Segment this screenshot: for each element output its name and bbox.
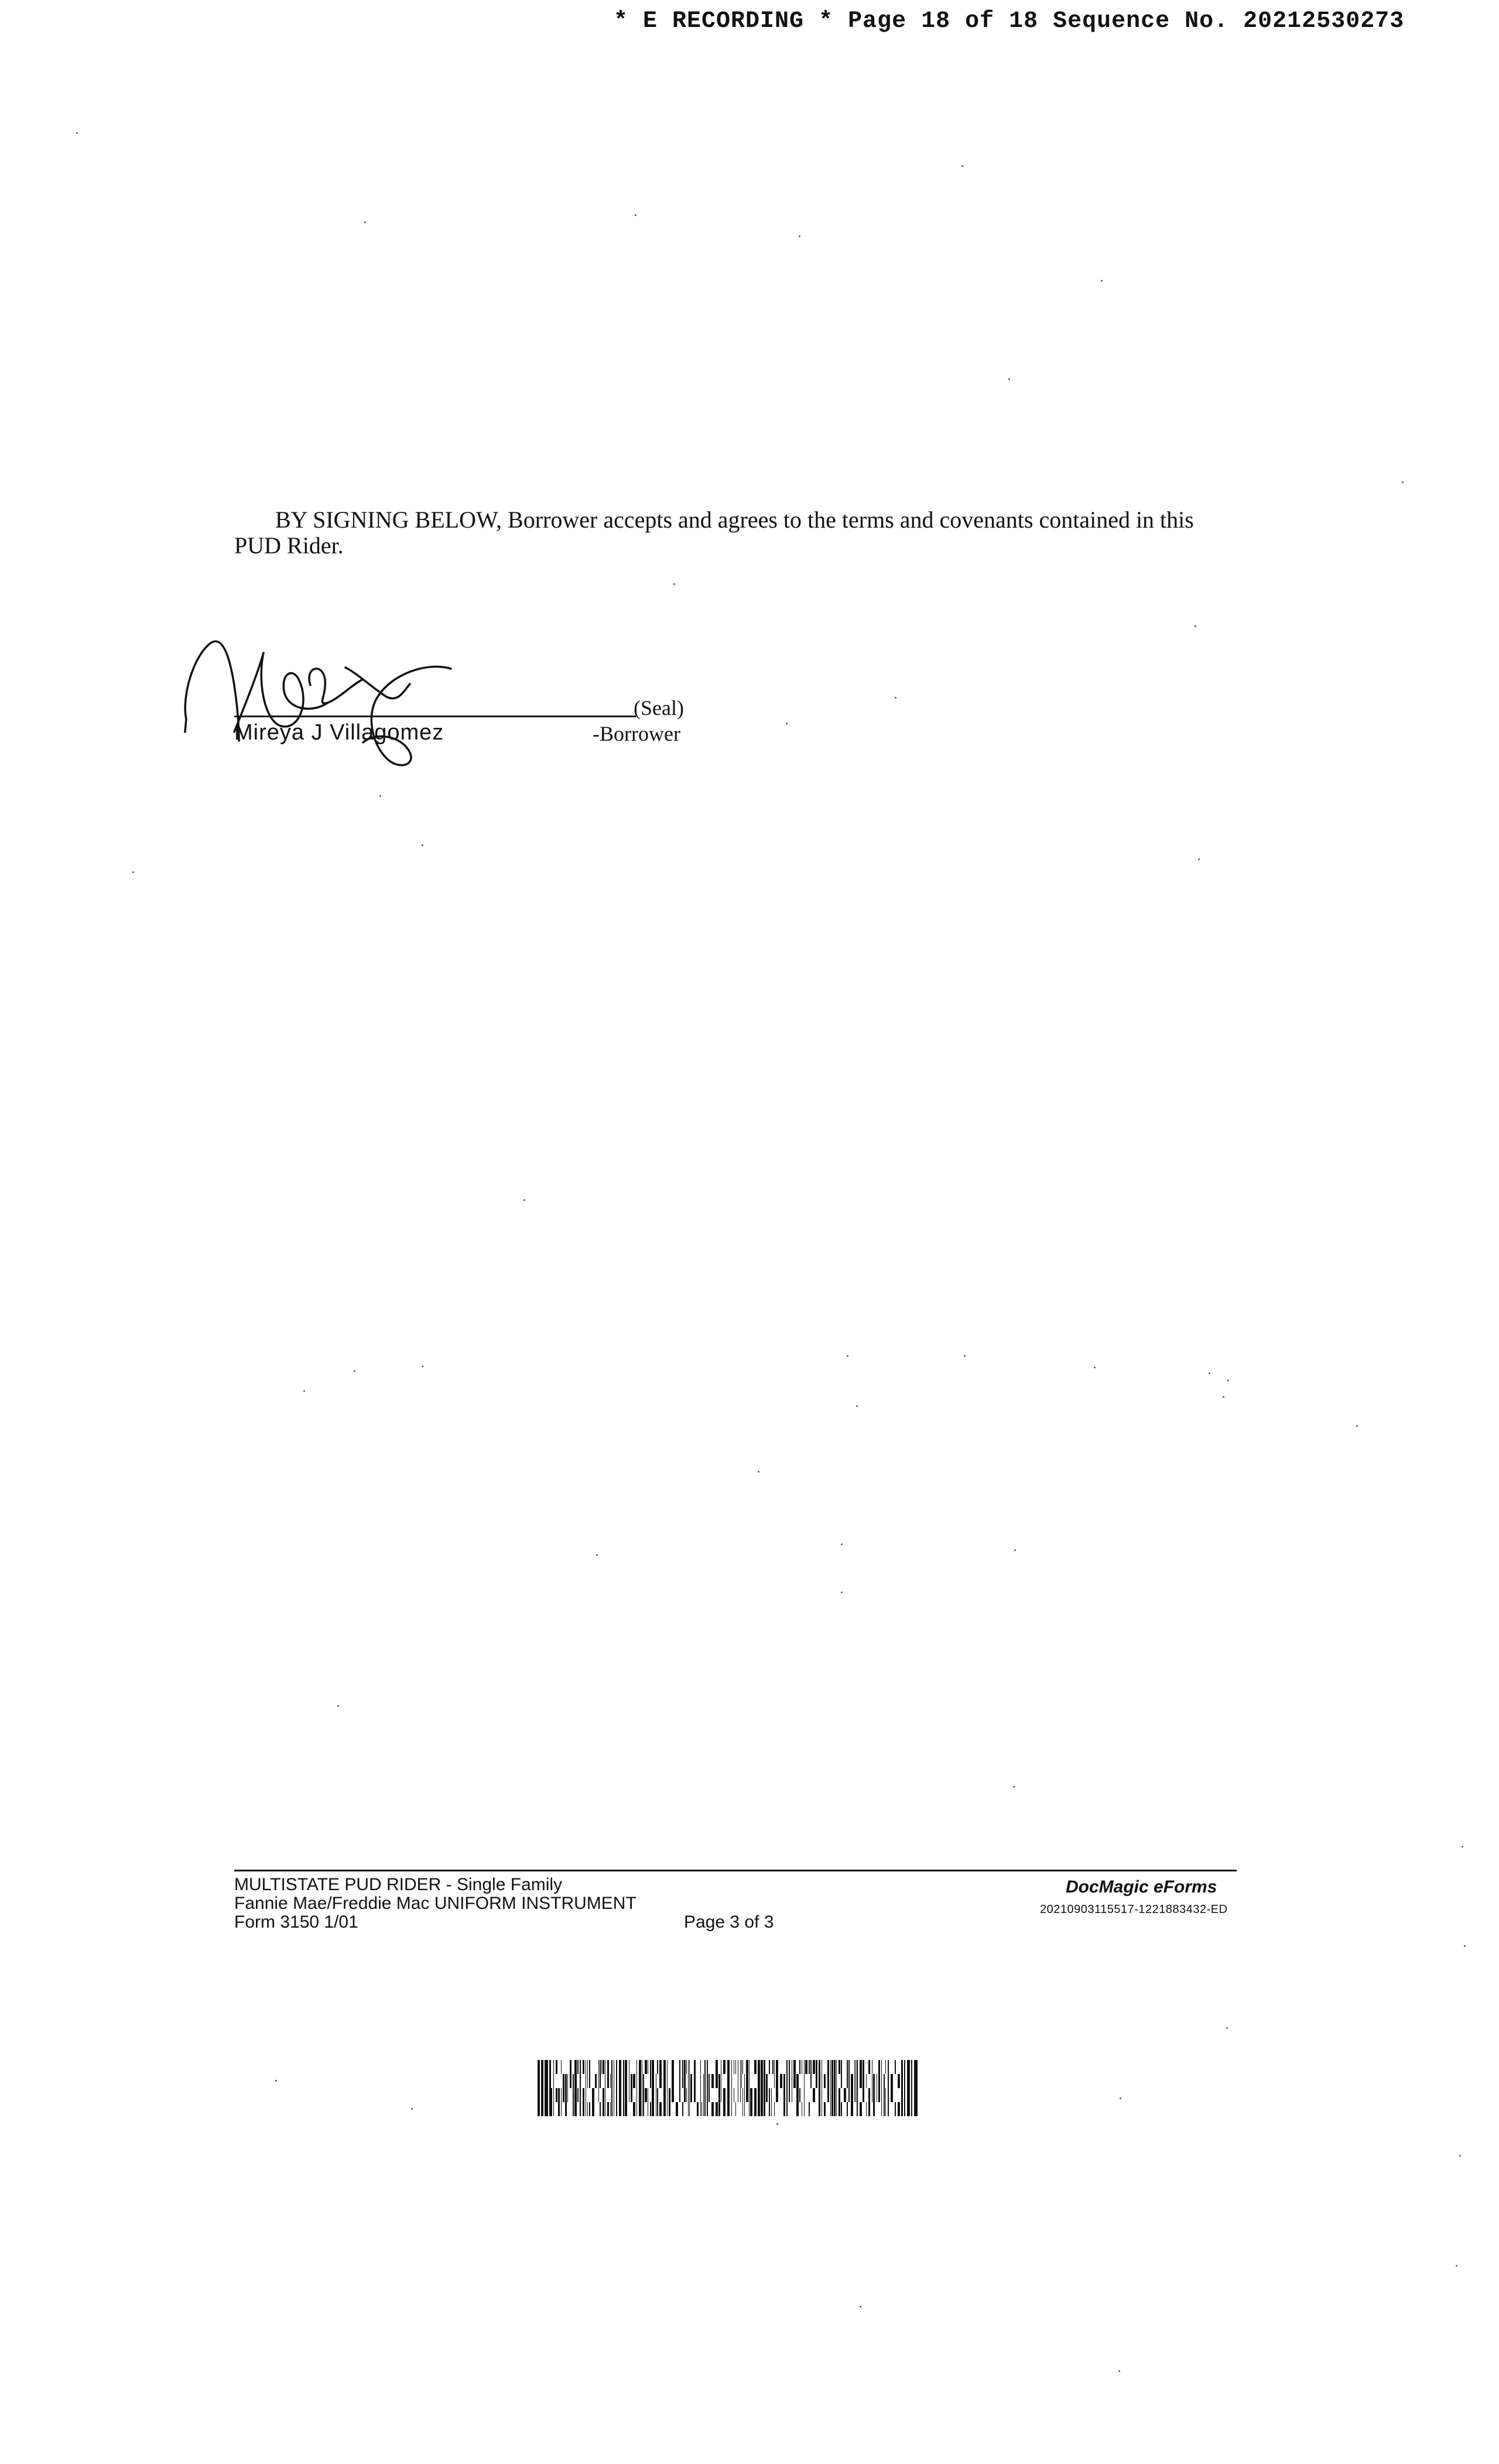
form-number: Form 3150 1/01 <box>234 1912 358 1932</box>
document-code: 20210903115517-1221883432-ED <box>1040 1903 1228 1916</box>
borrower-name: Mireya J Villagomez <box>234 720 444 745</box>
form-identification <box>234 1876 636 1932</box>
borrower-acknowledgment: BY SIGNING BELOW, Borrower accepts and agrees to the terms and covenants contained in this PUD Rider. <box>234 507 1194 559</box>
borrower-role: -Borrower <box>593 722 680 745</box>
docmagic-logo: DocMagic eForms <box>1066 1877 1217 1897</box>
barcode <box>538 2060 937 2116</box>
seal-label: (Seal) <box>634 696 684 720</box>
footer-rule <box>234 1870 1237 1871</box>
form-instrument: Fannie Mae/Freddie Mac UNIFORM INSTRUMENT <box>234 1894 636 1913</box>
form-title: MULTISTATE PUD RIDER - Single Family <box>234 1875 563 1894</box>
page-number: Page 3 of 3 <box>684 1912 774 1932</box>
recording-header: * E RECORDING * Page 18 of 18 Sequence No. 20212530273 <box>614 8 1405 35</box>
handwritten-signature <box>176 632 492 773</box>
